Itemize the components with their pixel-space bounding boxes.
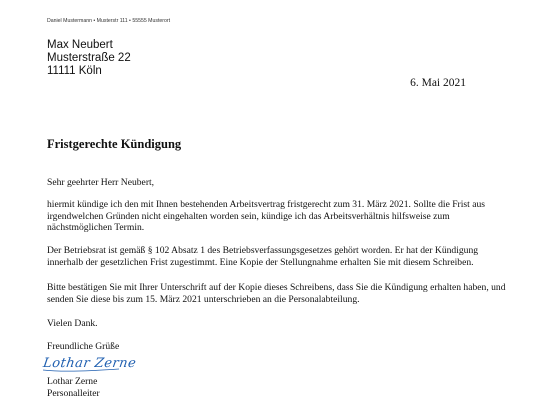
body-paragraph-1: hiermit kündige ich den mit Ihnen bestehenden Arbeitsvertrag fristgerecht zum 31. März 2021. Sollte die Frist aus irgendwelchen Gründen nicht eingehalten worden sein, kündige ich das Arbeitsverhältnis hilfsweise zum nächstmöglichen Termin. [47, 199, 486, 233]
signer-block [47, 376, 100, 399]
salutation: Sehr geehrter Herr Neubert, [47, 177, 155, 188]
recipient-address [47, 39, 131, 77]
recipient-street: Musterstraße 22 [47, 51, 131, 64]
letter-subject: Fristgerechte Kündigung [47, 137, 182, 151]
closing-line: Freundliche Grüße [47, 341, 120, 352]
signer-title: Personalleiter [47, 387, 100, 399]
body-paragraph-3: Bitte bestätigen Sie mit Ihrer Unterschrift auf der Kopie dieses Schreibens, dass Sie die Kündigung erhalten haben, und senden Sie diese bis zum 15. März 2021 unterschrieben an die Personalabteilung. [47, 282, 506, 305]
handwritten-signature [41, 350, 141, 374]
body-paragraph-2: Der Betriebsrat ist gemäß § 102 Absatz 1 des Betriebsverfassungsgesetzes gehört worden. Er hat der Kündigung innerhalb der gesetzlichen Frist zugestimmt. Eine Kopie der Stellungnahme erhalten Sie mit diesem Schreiben. [47, 245, 479, 268]
recipient-name: Max Neubert [47, 39, 113, 51]
recipient-city: 11111 Köln [47, 64, 102, 77]
sender-return-address: Daniel Mustermann • Musterstr 111 • 55555 Musterort [47, 18, 171, 24]
letter-date: 6. Mai 2021 [410, 77, 466, 89]
signature-script: Lothar Zerne [42, 356, 138, 371]
thanks-line: Vielen Dank. [47, 318, 98, 329]
signer-name: Lothar Zerne [47, 376, 98, 387]
